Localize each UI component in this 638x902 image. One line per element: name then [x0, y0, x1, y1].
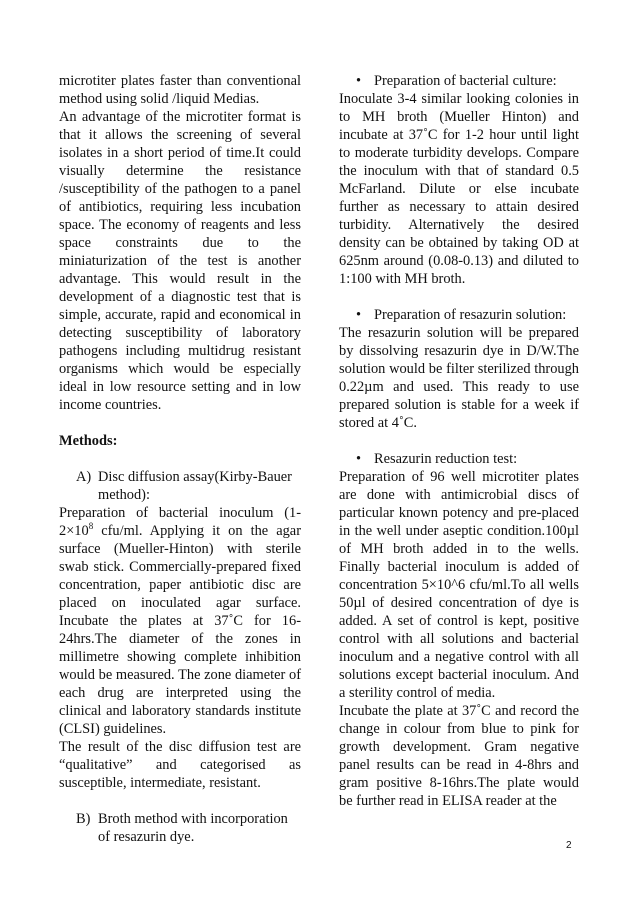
exponent: 8: [88, 521, 94, 532]
method-a-label: A): [76, 469, 92, 485]
left-paragraph-4: The result of the disc diffusion test are “qualitative” and categorised as susceptible, intermediate, resistant.: [59, 739, 301, 791]
right-paragraph-4: Incubate the plate at 37˚C and record the change in colour from blue to pink for growth development. Gram negative panel results can be read in 4-8hrs and gram positive 8-16hrs.The plate would be further read in ELISA reader at the: [339, 703, 579, 809]
method-b-item: [76, 810, 301, 846]
inoculum-text-rest: cfu/ml. Applying it on the agar surface (Mueller-Hinton) with sterile swab stick. Commercially-prepared fixed concentration, paper antibiotic disc are placed on inoculated agar surface. Incubate the plates at 37˚C for 16-24hrs.The diameter of the zones in millimetre showing complete inhibition would be measured. The zone diameter of each drug are interpreted using the clinical and laboratory standards institute (CLSI) guidelines.: [59, 523, 301, 737]
method-a-item: [76, 468, 301, 504]
method-b-text: Broth method with incorporation of resazurin dye.: [98, 811, 288, 845]
left-paragraph-3: [59, 504, 301, 738]
bullet-text: Resazurin reduction test:: [374, 451, 518, 467]
right-paragraph-1: Inoculate 3-4 similar looking colonies in to MH broth (Mueller Hinton) and incubate at 37˚C for 1-2 hour until light to moderate turbidity develops. Compare the inoculum with that of standard 0.5 McFarland. Dilute or else incubate further as necessary to attain desired turbidity. Alternatively the desired density can be obtained by taking OD at 625nm around (0.08-0.13) and diluted to 1:100 with MH broth.: [339, 91, 579, 287]
left-paragraph-2: An advantage of the microtiter format is that it allows the screening of several isolates in a short period of time.It could visually determine the resistance /susceptibility of the pathogen to a panel of antibiotics, requiring less incubation space. The economy of reagents and less space constraints due to the miniaturization of the test is another advantage. This would result in the development of a diagnostic test that is simple, accurate, rapid and economical in detecting susceptibility of laboratory pathogens including multidrug resistant organisms which would be especially ideal in low resource setting and in low income countries.: [59, 109, 301, 413]
method-a-text: Disc diffusion assay(Kirby-Bauer method):: [98, 469, 292, 503]
bullet-icon: •: [356, 73, 362, 89]
bullet-icon: •: [356, 307, 362, 323]
inoculum-text-start: Preparation of bacterial inoculum (1-2×10: [59, 505, 301, 539]
left-column: [59, 72, 301, 846]
bullet-text: Preparation of resazurin solution:: [374, 307, 567, 323]
bullet-icon: •: [356, 451, 362, 467]
methods-heading: Methods:: [59, 433, 118, 449]
bullet-item: [356, 72, 579, 90]
bullet-item: [356, 306, 579, 324]
page-number: 2: [566, 840, 572, 851]
bullet-item: [356, 450, 579, 468]
bullet-text: Preparation of bacterial culture:: [374, 73, 557, 89]
left-paragraph-1: microtiter plates faster than conventional method using solid /liquid Medias.: [59, 73, 301, 107]
right-column: [339, 72, 579, 810]
right-paragraph-3: Preparation of 96 well microtiter plates are done with antimicrobial discs of particular known potency and pre-placed in the well under aseptic condition.100µl of MH broth added in to the wells. Finally bacterial inoculum is added of concentration 5×10^6 cfu/ml.To all wells 50µl of desired concentration of dye is added. A set of control is kept, positive control with all solutions and bacterial inoculum and a negative control with all solutions except bacterial inoculum. And a sterility control of media.: [339, 469, 579, 701]
method-b-label: B): [76, 811, 91, 827]
right-paragraph-2: The resazurin solution will be prepared by dissolving resazurin dye in D/W.The solution would be filter sterilized through 0.22µm and used. This ready to use prepared solution is stable for a week if stored at 4˚C.: [339, 325, 579, 431]
